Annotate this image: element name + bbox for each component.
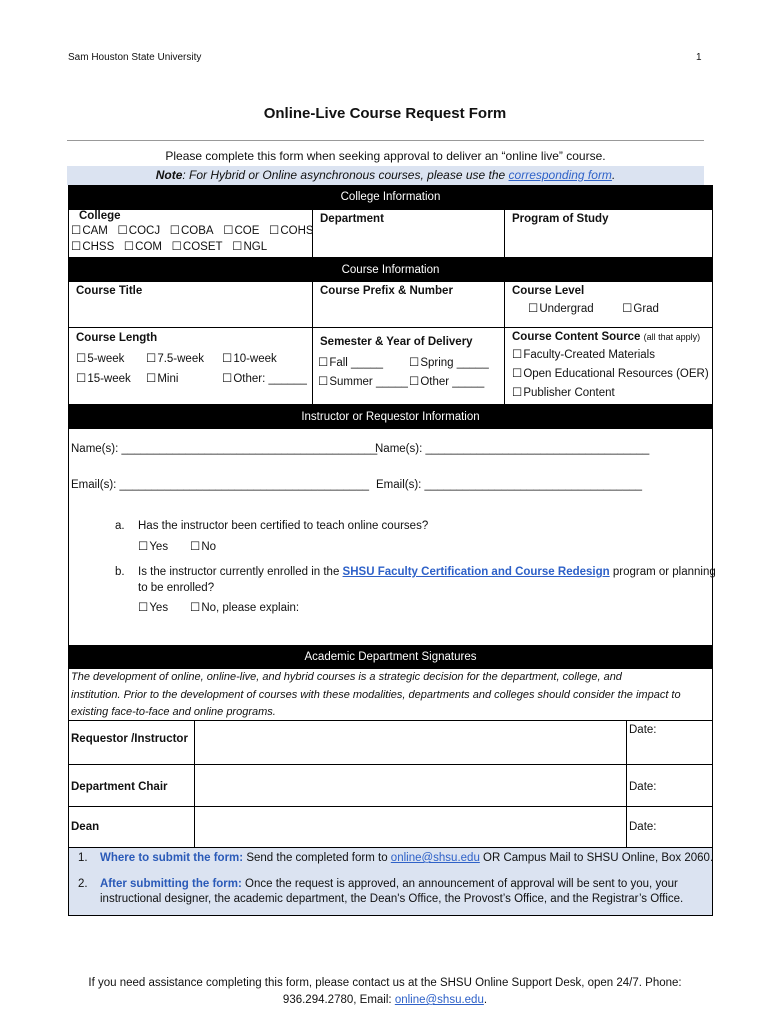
signatures-heading: Academic Department Signatures <box>68 645 713 669</box>
content-source-label: Course Content Source <box>512 331 641 343</box>
sig-date-chair[interactable]: Date: <box>627 765 712 807</box>
intro-text: Please complete this form when seeking approval to deliver an “online live” course. <box>165 149 606 163</box>
college-checkbox-coe[interactable]: ☐COE <box>223 225 260 237</box>
college-checkbox-cocj[interactable]: ☐COCJ <box>117 225 161 237</box>
college-checkbox-coba[interactable]: ☐COBA <box>169 225 214 237</box>
college-cell <box>69 210 313 258</box>
source-faculty-checkbox[interactable]: ☐Faculty-Created Materials <box>512 349 655 361</box>
checkbox-icon: ☐ <box>71 225 82 237</box>
checkbox-icon: ☐ <box>171 241 182 253</box>
faculty-certification-link[interactable]: SHSU Faculty Certification and Course Redesign <box>342 566 610 578</box>
note-banner <box>67 166 704 185</box>
signatures-paragraph-line2: institution. Prior to the development of courses with these modalities, departments and colleges should consider the impact to <box>71 688 681 701</box>
checkbox-icon: ☐ <box>138 602 149 614</box>
question-a-marker: a. <box>115 520 125 532</box>
college-checkbox-chss[interactable]: ☐CHSS <box>71 241 115 253</box>
semester-other-checkbox[interactable]: ☐Other _____ <box>409 376 485 388</box>
note-end: . <box>611 168 616 182</box>
source-oer-checkbox[interactable]: ☐Open Educational Resources (OER) <box>512 368 709 380</box>
semester-fall-checkbox[interactable]: ☐Fall _____ <box>318 357 384 369</box>
instruction-2-number: 2. <box>78 878 88 890</box>
email-field-right[interactable]: Email(s): __________________________________ <box>376 479 643 491</box>
course-prefix-field[interactable] <box>313 282 505 328</box>
semester-cell <box>313 328 505 404</box>
instruction-1-number: 1. <box>78 852 88 864</box>
length-15week-checkbox[interactable]: ☐15-week <box>76 373 131 385</box>
checkbox-icon: ☐ <box>409 376 420 388</box>
checkbox-icon: ☐ <box>318 376 329 388</box>
program-label: Program of Study <box>512 213 609 225</box>
checkbox-icon: ☐ <box>169 225 180 237</box>
course-level-label: Course Level <box>512 285 585 297</box>
checkbox-icon: ☐ <box>318 357 329 369</box>
checkbox-icon: ☐ <box>222 353 233 365</box>
sig-field-chair[interactable] <box>195 765 627 807</box>
college-checkbox-com[interactable]: ☐COM <box>123 241 163 253</box>
page-number: 1 <box>696 52 702 63</box>
signatures-paragraph <box>68 669 713 720</box>
course-length-label: Course Length <box>76 332 158 344</box>
checkbox-icon: ☐ <box>528 303 539 315</box>
checkbox-icon: ☐ <box>512 387 523 399</box>
instruction-1-text: Where to submit the form: Send the completed form to online@shsu.edu OR Campus Mail to SHSU Online, Box 2060. <box>100 852 714 864</box>
checkbox-icon: ☐ <box>409 357 420 369</box>
instruction-2-text: After submitting the form: Once the request is approved, an announcement of approval will be sent to you, your <box>100 878 678 890</box>
checkbox-icon: ☐ <box>232 241 243 253</box>
checkbox-icon: ☐ <box>512 349 523 361</box>
checkbox-icon: ☐ <box>190 602 201 614</box>
footer-email-link[interactable]: online@shsu.edu <box>394 994 484 1006</box>
checkbox-icon: ☐ <box>76 373 87 385</box>
checkbox-icon: ☐ <box>190 541 201 553</box>
length-5week-checkbox[interactable]: ☐5-week <box>76 353 125 365</box>
length-10week-checkbox[interactable]: ☐10-week <box>222 353 277 365</box>
course-title-label: Course Title <box>76 285 143 297</box>
question-b-marker: b. <box>115 566 125 578</box>
university-name: Sam Houston State University <box>68 52 202 63</box>
checkbox-icon: ☐ <box>222 373 233 385</box>
department-label: Department <box>320 213 384 225</box>
email-field-left[interactable]: Email(s): _______________________________________ <box>71 479 369 491</box>
online-email-link[interactable]: online@shsu.edu <box>390 852 480 864</box>
sig-date-requestor[interactable]: Date: <box>627 721 712 765</box>
checkbox-icon: ☐ <box>146 353 157 365</box>
semester-summer-checkbox[interactable]: ☐Summer _____ <box>318 376 408 388</box>
semester-label: Semester & Year of Delivery <box>320 336 473 348</box>
corresponding-form-link[interactable]: corresponding form <box>508 168 612 182</box>
footer-support <box>0 975 770 1009</box>
note-label: Note <box>155 168 183 182</box>
course-level-cell <box>505 282 712 328</box>
instruction-2-line2: instructional designer, the academic department, the Dean's Office, the Provost’s Office, and the Registrar’s Office. <box>100 893 684 905</box>
checkbox-icon: ☐ <box>512 368 523 380</box>
sig-role-chair: Department Chair <box>69 765 195 807</box>
sig-date-dean[interactable]: Date: <box>629 821 657 833</box>
question-a-yes-checkbox[interactable]: ☐Yes <box>138 541 169 553</box>
college-checkbox-cohs[interactable]: ☐COHS <box>269 225 314 237</box>
level-grad-checkbox[interactable]: ☐Grad <box>622 303 659 315</box>
sig-field-dean[interactable] <box>195 807 627 847</box>
name-field-right[interactable]: Name(s): ___________________________________ <box>375 443 650 455</box>
footer-line1: If you need assistance completing this form, please contact us at the SHSU Online Support Desk, open 24/7. Phone: <box>88 977 682 989</box>
question-b-yes-checkbox[interactable]: ☐Yes <box>138 602 169 614</box>
content-source-cell <box>505 328 712 404</box>
length-7-5week-checkbox[interactable]: ☐7.5-week <box>146 353 204 365</box>
question-a-text: Has the instructor been certified to teach online courses? <box>138 520 429 532</box>
footer-line2: 936.294.2780, Email: online@shsu.edu. <box>282 994 488 1006</box>
sig-role-dean: Dean <box>69 807 195 847</box>
signatures-paragraph-line3: existing face-to-face and online programs. <box>71 706 276 718</box>
submission-instructions <box>68 848 713 916</box>
course-prefix-label: Course Prefix & Number <box>320 285 453 297</box>
instructor-info-box <box>68 429 716 645</box>
checkbox-icon: ☐ <box>223 225 234 237</box>
sig-role-requestor: Requestor /Instructor <box>69 721 195 765</box>
title-divider <box>67 140 704 141</box>
checkbox-icon: ☐ <box>123 241 135 253</box>
college-checkbox-coset[interactable]: ☐COSET <box>171 241 223 253</box>
checkbox-icon: ☐ <box>117 225 128 237</box>
course-info-heading: Course Information <box>68 258 713 282</box>
department-field[interactable] <box>313 210 505 258</box>
semester-spring-checkbox[interactable]: ☐Spring _____ <box>409 357 489 369</box>
college-info-heading: College Information <box>68 185 713 209</box>
signature-table <box>68 720 713 848</box>
note-text: : For Hybrid or Online asynchronous courses, please use the <box>182 168 509 182</box>
content-source-hint: (all that apply) <box>643 332 701 342</box>
checkbox-icon: ☐ <box>138 541 149 553</box>
checkbox-icon: ☐ <box>622 303 633 315</box>
college-label: College <box>79 210 121 222</box>
college-checkbox-cam[interactable]: ☐CAM <box>71 225 108 237</box>
form-title: Online-Live Course Request Form <box>263 105 507 122</box>
checkbox-icon: ☐ <box>76 353 87 365</box>
question-b-text: Is the instructor currently enrolled in the SHSU Faculty Certification and Course Redesign program or planning <box>138 566 716 578</box>
course-info-table <box>68 281 713 405</box>
college-info-table <box>68 209 713 258</box>
question-b-line2: to be enrolled? <box>138 582 215 594</box>
program-field[interactable] <box>505 210 712 258</box>
course-title-field[interactable] <box>69 282 313 328</box>
question-a-no-checkbox[interactable]: ☐No <box>190 541 217 553</box>
signatures-paragraph-line1: The development of online, online-live, and hybrid courses is a strategic decision for the department, college, and <box>71 671 622 683</box>
checkbox-icon: ☐ <box>71 241 82 253</box>
length-other-checkbox[interactable]: ☐Other: ______ <box>222 373 307 385</box>
question-b-no-checkbox[interactable]: ☐No, please explain: <box>190 602 300 614</box>
checkbox-icon: ☐ <box>146 373 157 385</box>
college-checkbox-ngl[interactable]: ☐NGL <box>232 241 268 253</box>
checkbox-icon: ☐ <box>269 225 280 237</box>
course-length-cell <box>69 328 313 404</box>
instructor-info-heading: Instructor or Requestor Information <box>68 405 713 429</box>
length-mini-checkbox[interactable]: ☐Mini <box>146 373 179 385</box>
name-field-left[interactable]: Name(s): ________________________________________ <box>71 443 378 455</box>
sig-field-requestor[interactable] <box>195 721 627 765</box>
level-undergrad-checkbox[interactable]: ☐Undergrad <box>528 303 594 315</box>
source-publisher-checkbox[interactable]: ☐Publisher Content <box>512 387 615 399</box>
